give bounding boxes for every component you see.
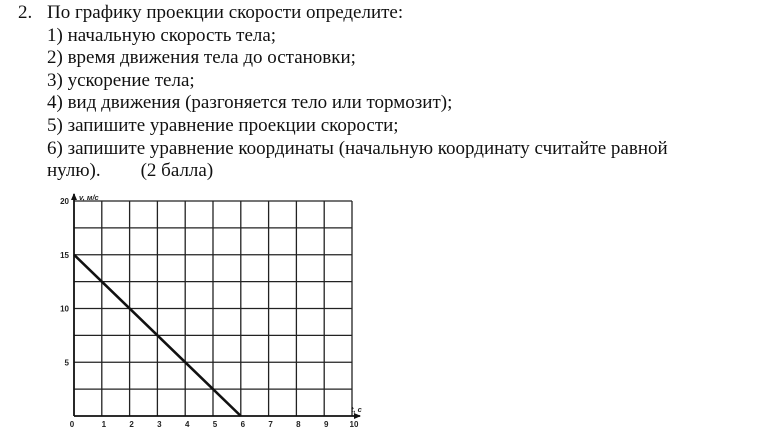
y-tick-label: 5 (64, 358, 69, 368)
x-tick-label: 3 (157, 420, 162, 429)
chart-tick-labels (60, 197, 359, 429)
task-number: 2. (18, 2, 33, 23)
x-tick-label: 0 (69, 420, 75, 429)
chart-axes (71, 193, 361, 419)
x-tick-label: 1 (101, 420, 107, 429)
y-tick-label: 20 (60, 197, 69, 206)
task-score: (2 балла) (140, 160, 214, 182)
x-tick-label: 9 (323, 420, 329, 429)
x-tick-label: 7 (268, 420, 273, 429)
y-tick-label: 10 (60, 304, 69, 314)
task-item: 2) время движения тела до остановки; (47, 47, 356, 69)
y-axis-label: v, м/с (79, 193, 99, 202)
y-axis-arrow (71, 193, 77, 200)
task-item: 6) запишите уравнение координаты (начальную координату считайте равной (47, 137, 668, 159)
chart-grid (74, 201, 352, 416)
x-axis-label: t, c (351, 405, 362, 414)
x-tick-label: 6 (240, 420, 246, 429)
task-item: 4) вид движения (разгоняется тело или тормозит); (47, 92, 453, 114)
task-item: 5) запишите уравнение проекции скорости; (47, 114, 399, 136)
x-tick-label: 2 (129, 420, 134, 429)
y-tick-label: 15 (60, 250, 69, 260)
x-tick-label: 10 (349, 420, 359, 429)
task-item: 3) ускорение тела; (47, 69, 195, 91)
x-tick-label: 5 (212, 420, 218, 429)
task-item: 1) начальную скорость тела; (47, 24, 277, 46)
x-tick-label: 8 (296, 420, 301, 429)
x-tick-label: 4 (184, 420, 190, 429)
task-heading: По графику проекции скорости определите: (47, 2, 404, 23)
task-last-line: нулю). (47, 160, 101, 182)
